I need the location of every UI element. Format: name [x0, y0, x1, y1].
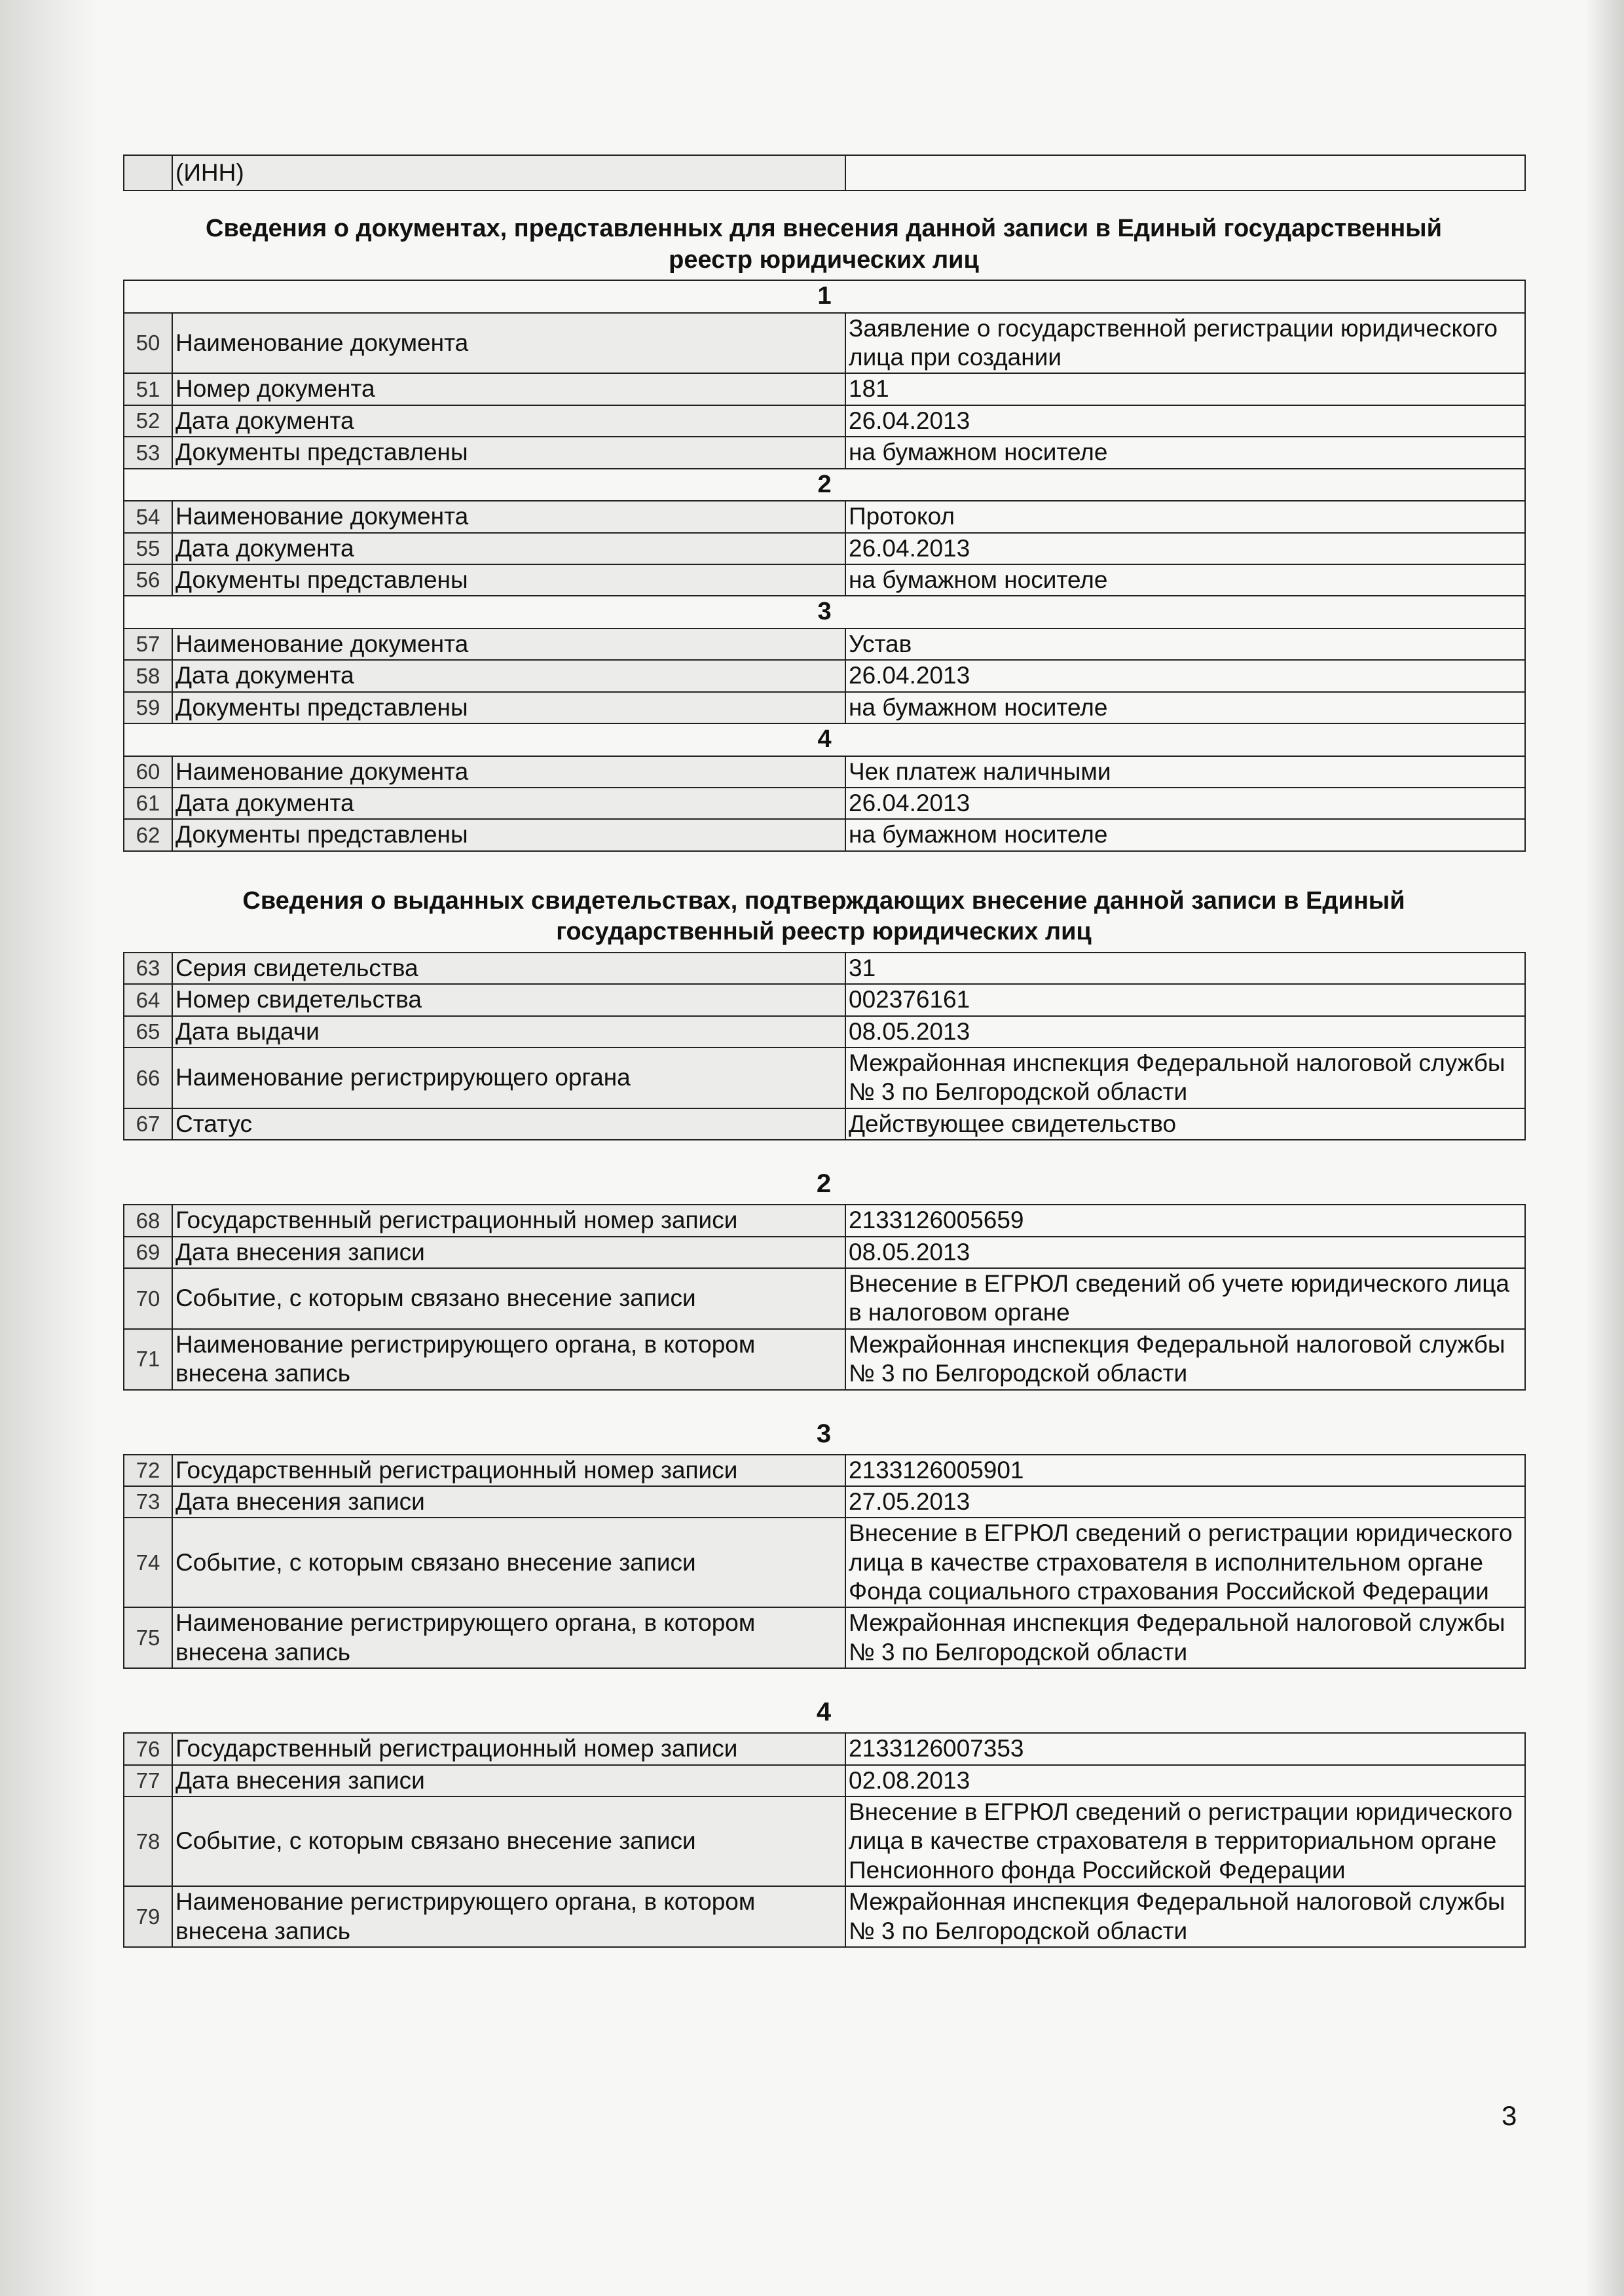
- table-row: [124, 405, 1525, 437]
- row-number: 68: [124, 1205, 172, 1236]
- row-number: 60: [124, 756, 172, 788]
- title-line: государственный реестр юридических лиц: [556, 918, 1092, 946]
- row-label: Событие, с которым связано внесение записи: [172, 1268, 845, 1329]
- table-row: [124, 313, 1525, 374]
- row-value: 26.04.2013: [845, 788, 1525, 819]
- row-number: 69: [124, 1237, 172, 1268]
- row-number: 58: [124, 660, 172, 691]
- row-value: Устав: [845, 629, 1525, 660]
- row-value: 2133126005901: [845, 1455, 1525, 1486]
- row-number: 72: [124, 1455, 172, 1486]
- row-value: 08.05.2013: [845, 1016, 1525, 1048]
- row-label: Документы представлены: [172, 819, 845, 850]
- row-value: 2133126005659: [845, 1205, 1525, 1236]
- row-label: Наименование документа: [172, 313, 845, 374]
- row-label: Дата внесения записи: [172, 1765, 845, 1796]
- row-number: 51: [124, 373, 172, 405]
- docs-table: [123, 280, 1526, 852]
- row-label: Документы представлены: [172, 564, 845, 596]
- group-header-row: [124, 723, 1525, 756]
- document-content: [123, 155, 1528, 1948]
- row-number: 71: [124, 1329, 172, 1390]
- page-shadow-left: [0, 0, 98, 2296]
- table-row: [124, 1205, 1525, 1236]
- row-label: Документы представлены: [172, 692, 845, 723]
- table-row: [124, 660, 1525, 691]
- table-row: [124, 1455, 1525, 1486]
- row-value: 002376161: [845, 984, 1525, 1015]
- row-number: 55: [124, 533, 172, 564]
- table-row: [124, 501, 1525, 532]
- table-row: [124, 984, 1525, 1015]
- table-row: [124, 564, 1525, 596]
- row-label: Наименование документа: [172, 756, 845, 788]
- record-number: 4: [816, 1698, 832, 1727]
- row-number: 64: [124, 984, 172, 1015]
- row-value: на бумажном носителе: [845, 819, 1525, 850]
- row-label: Дата документа: [172, 405, 845, 437]
- group-header-row: [124, 596, 1525, 629]
- row-value: Межрайонная инспекция Федеральной налоговой службы № 3 по Белгородской области: [845, 1607, 1525, 1668]
- row-label: Наименование регистрирующего органа, в котором внесена запись: [172, 1329, 845, 1390]
- row-value: 08.05.2013: [845, 1237, 1525, 1268]
- group-number: 2: [124, 469, 1525, 501]
- row-value: Чек платеж наличными: [845, 756, 1525, 788]
- row-number: 77: [124, 1765, 172, 1796]
- row-number: 53: [124, 437, 172, 468]
- row-value: [845, 155, 1525, 191]
- table-row: [124, 692, 1525, 723]
- page-number: 3: [1502, 2100, 1517, 2131]
- table-row: [124, 1329, 1525, 1390]
- row-number: 57: [124, 629, 172, 660]
- cert-table: [123, 952, 1526, 1140]
- row-value: Внесение в ЕГРЮЛ сведений о регистрации юридического лица в качестве страхователя в территориальном органе Пенсионного фонда Российской Федерации: [845, 1796, 1525, 1886]
- row-number: 65: [124, 1016, 172, 1048]
- title-line: Сведения о выданных свидетельствах, подтверждающих внесение данной записи в Единый: [242, 886, 1405, 915]
- row-label: Дата документа: [172, 533, 845, 564]
- title-line: реестр юридических лиц: [669, 246, 979, 274]
- row-label: Государственный регистрационный номер записи: [172, 1205, 845, 1236]
- row-number: 67: [124, 1108, 172, 1140]
- row-number: 78: [124, 1796, 172, 1886]
- row-label: Событие, с которым связано внесение записи: [172, 1796, 845, 1886]
- row-label: Наименование регистрирующего органа: [172, 1048, 845, 1108]
- row-number: 56: [124, 564, 172, 596]
- row-value: Межрайонная инспекция Федеральной налоговой службы № 3 по Белгородской области: [845, 1329, 1525, 1390]
- row-number: 61: [124, 788, 172, 819]
- row-label: Дата документа: [172, 660, 845, 691]
- record-table: [123, 1454, 1526, 1669]
- row-value: Внесение в ЕГРЮЛ сведений об учете юридического лица в налоговом органе: [845, 1268, 1525, 1329]
- row-value: 181: [845, 373, 1525, 405]
- table-row: [124, 533, 1525, 564]
- group-number: 1: [124, 280, 1525, 313]
- row-value: 2133126007353: [845, 1733, 1525, 1764]
- row-number: 50: [124, 313, 172, 374]
- row-label: Дата выдачи: [172, 1016, 845, 1048]
- row-number: 54: [124, 501, 172, 532]
- table-row: [124, 1796, 1525, 1886]
- record-number: 3: [816, 1419, 832, 1448]
- row-label: Номер свидетельства: [172, 984, 845, 1015]
- inn-table: [123, 155, 1526, 191]
- row-value: 26.04.2013: [845, 660, 1525, 691]
- group-header-row: [124, 469, 1525, 501]
- row-label: Наименование документа: [172, 501, 845, 532]
- table-row: [124, 756, 1525, 788]
- record-table: [123, 1732, 1526, 1948]
- record-number: 2: [816, 1169, 832, 1199]
- row-label: Серия свидетельства: [172, 953, 845, 984]
- row-value: 31: [845, 953, 1525, 984]
- docs-section-title: [123, 213, 1524, 276]
- table-row: [124, 629, 1525, 660]
- record-table: [123, 1204, 1526, 1390]
- table-row: [124, 1268, 1525, 1329]
- row-value: 02.08.2013: [845, 1765, 1525, 1796]
- row-label: Государственный регистрационный номер записи: [172, 1455, 845, 1486]
- row-value: Действующее свидетельство: [845, 1108, 1525, 1140]
- table-row: [124, 1607, 1525, 1668]
- row-number: 66: [124, 1048, 172, 1108]
- table-row: [124, 1016, 1525, 1048]
- row-label: Дата внесения записи: [172, 1237, 845, 1268]
- row-label: Дата внесения записи: [172, 1486, 845, 1518]
- table-row: [124, 373, 1525, 405]
- table-row: [124, 1886, 1525, 1947]
- table-row: [124, 953, 1525, 984]
- row-value: Внесение в ЕГРЮЛ сведений о регистрации юридического лица в качестве страхователя в исполнительном органе Фонда социального страхования Российской Федерации: [845, 1518, 1525, 1607]
- table-row: [124, 1048, 1525, 1108]
- row-label: Документы представлены: [172, 437, 845, 468]
- row-value: 26.04.2013: [845, 405, 1525, 437]
- table-row: [124, 788, 1525, 819]
- table-row: [124, 1765, 1525, 1796]
- table-row: [124, 1486, 1525, 1518]
- row-number: 74: [124, 1518, 172, 1607]
- title-line: Сведения о документах, представленных для внесения данной записи в Единый государственный: [206, 215, 1442, 242]
- table-row: [124, 437, 1525, 468]
- table-row: [124, 819, 1525, 850]
- row-number: 63: [124, 953, 172, 984]
- row-value: 27.05.2013: [845, 1486, 1525, 1518]
- row-label: Государственный регистрационный номер записи: [172, 1733, 845, 1764]
- row-value: Протокол: [845, 501, 1525, 532]
- table-row: [124, 1237, 1525, 1268]
- row-label: Наименование регистрирующего органа, в котором внесена запись: [172, 1886, 845, 1947]
- row-value: на бумажном носителе: [845, 692, 1525, 723]
- cert-section-title: [123, 886, 1524, 948]
- row-number: 75: [124, 1607, 172, 1668]
- group-number: 4: [124, 723, 1525, 756]
- group-header-row: [124, 280, 1525, 313]
- row-value: на бумажном носителе: [845, 564, 1525, 596]
- row-label: Номер документа: [172, 373, 845, 405]
- row-number: 73: [124, 1486, 172, 1518]
- table-row: [124, 155, 1525, 191]
- row-label: Статус: [172, 1108, 845, 1140]
- row-number: 70: [124, 1268, 172, 1329]
- row-label: Дата документа: [172, 788, 845, 819]
- table-row: [124, 1518, 1525, 1607]
- row-value: 26.04.2013: [845, 533, 1525, 564]
- row-number: 79: [124, 1886, 172, 1947]
- row-value: Межрайонная инспекция Федеральной налоговой службы № 3 по Белгородской области: [845, 1886, 1525, 1947]
- table-row: [124, 1108, 1525, 1140]
- row-number: 52: [124, 405, 172, 437]
- row-number: 59: [124, 692, 172, 723]
- row-label: (ИНН): [172, 155, 845, 191]
- row-value: на бумажном носителе: [845, 437, 1525, 468]
- row-number: 76: [124, 1733, 172, 1764]
- row-number: [124, 155, 172, 191]
- row-value: Межрайонная инспекция Федеральной налоговой службы № 3 по Белгородской области: [845, 1048, 1525, 1108]
- page-shadow-right: [1585, 0, 1624, 2296]
- table-row: [124, 1733, 1525, 1764]
- row-label: Наименование документа: [172, 629, 845, 660]
- group-number: 3: [124, 596, 1525, 629]
- row-number: 62: [124, 819, 172, 850]
- row-label: Наименование регистрирующего органа, в котором внесена запись: [172, 1607, 845, 1668]
- row-label: Событие, с которым связано внесение записи: [172, 1518, 845, 1607]
- row-value: Заявление о государственной регистрации юридического лица при создании: [845, 313, 1525, 374]
